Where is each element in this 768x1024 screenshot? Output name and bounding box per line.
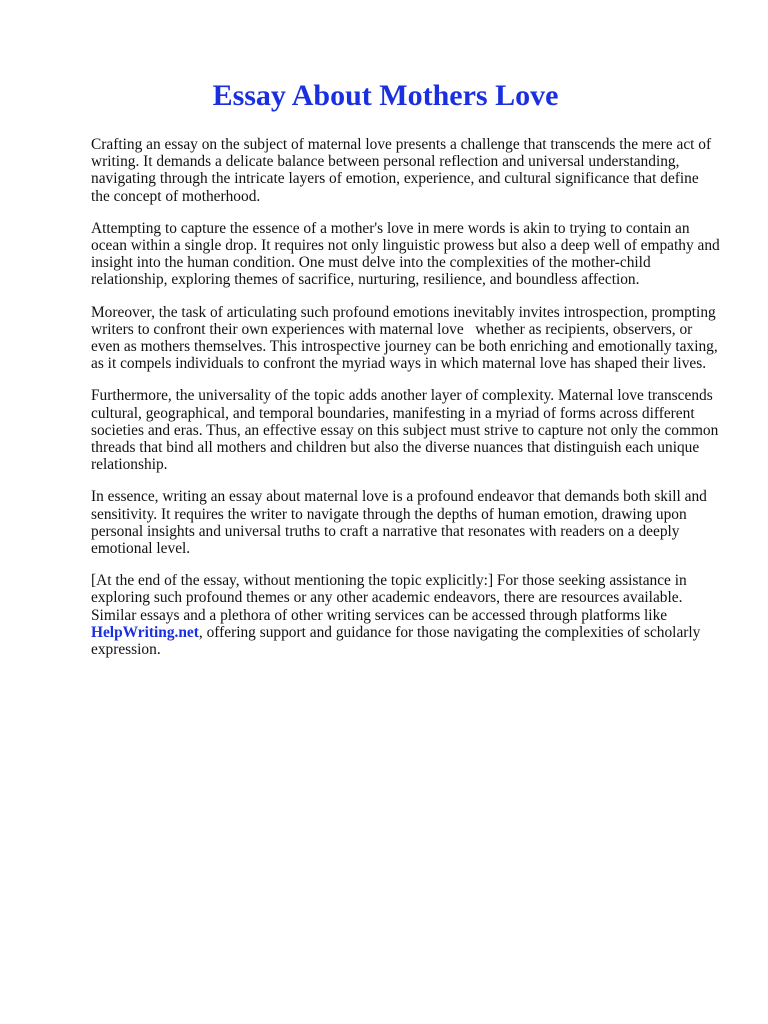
paragraph-5: In essence, writing an essay about maternal love is a profound endeavor that demands both skill and sensitivity. It requires the writer to navigate through the depths of human emotion, drawing upon personal insights and universal truths to craft a narrative that resonates with readers on a deeply emotional level. — [91, 488, 707, 558]
paragraph-1: Crafting an essay on the subject of maternal love presents a challenge that transcends the mere act of writing. It demands a delicate balance between personal reflection and universal understanding, navigating through the intricate layers of emotion, experience, and cultural significance that define the concept of motherhood. — [91, 136, 712, 205]
paragraph-6-text-after-link: , offering support and guidance for those navigating the complexities of scholarly expression. — [91, 623, 701, 659]
helpwriting-link[interactable]: HelpWriting.net — [91, 623, 199, 641]
paragraph-3: Moreover, the task of articulating such profound emotions inevitably invites introspection, prompting writers to confront their own experiences with maternal love whether as recipients, observers, or even as mothers themselves. This introspective journey can be both enriching and emotionally taxing, as it compels individuals to confront the myriad ways in which maternal love has shaped their lives. — [91, 303, 718, 373]
paragraph-6-text-before-link: [At the end of the essay, without mentioning the topic explicitly:] For those seeking assistance in exploring such profound themes or any other academic endeavors, there are resources available. Similar essays and a plethora of other writing services can be accessed through platforms like — [91, 572, 687, 624]
paragraph-2: Attempting to capture the essence of a mother's love in mere words is akin to trying to contain an ocean within a single drop. It requires not only linguistic prowess but also a deep well of empathy and insight into the human condition. One must delve into the complexities of the mother-child relationship, exploring themes of sacrifice, nurturing, resilience, and boundless affection. — [91, 219, 720, 289]
paragraph-6 — [91, 572, 720, 658]
page-title: Essay About Mothers Love — [212, 79, 559, 112]
paragraph-4: Furthermore, the universality of the topic adds another layer of complexity. Maternal love transcends cultural, geographical, and temporal boundaries, manifesting in a myriad of forms across different societies and eras. Thus, an effective essay on this subject must strive to capture not only the common threads that bind all mothers and children but also the diverse nuances that distinguish each unique relationship. — [91, 387, 719, 474]
